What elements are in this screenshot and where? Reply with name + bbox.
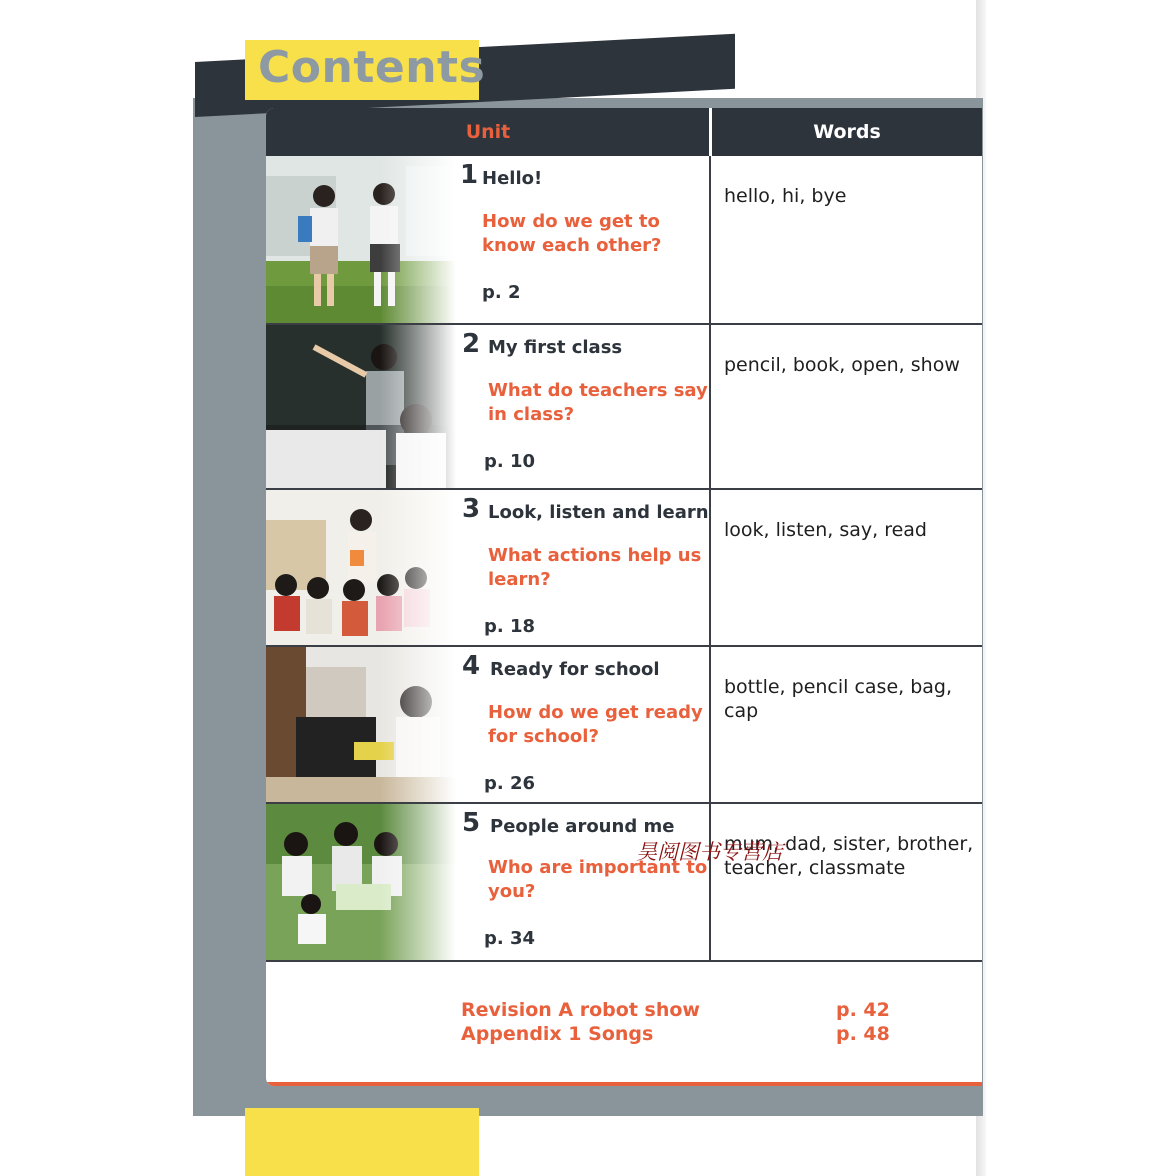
unit-row-4[interactable]	[266, 647, 982, 802]
unit-5-photo	[266, 804, 456, 960]
unit-page[interactable]: p. 10	[484, 451, 536, 472]
watermark: 昊阅图书专营店	[636, 840, 783, 864]
contents-table	[266, 108, 982, 1086]
unit-number: 2	[462, 329, 481, 359]
yellow-bottom-strip	[245, 1108, 479, 1176]
unit-words: bottle, pencil case, bag, cap	[724, 676, 953, 722]
appendix-page[interactable]: p. 48	[836, 1023, 890, 1045]
revision-link[interactable]: Revision A robot show	[461, 999, 700, 1021]
row-divider	[266, 960, 982, 962]
unit-row-1[interactable]	[266, 156, 982, 324]
unit-number: 4	[462, 651, 481, 681]
unit-1-photo	[266, 156, 456, 324]
unit-question: What actions help us learn?	[488, 545, 702, 590]
unit-words: look, listen, say, read	[724, 519, 927, 541]
unit-page[interactable]: p. 18	[484, 616, 536, 637]
unit-title: Look, listen and learn	[488, 502, 709, 523]
page-title: Contents	[258, 42, 486, 93]
unit-words: pencil, book, open, show	[724, 354, 960, 376]
unit-question: Who are important to you?	[488, 857, 708, 902]
header-unit: Unit	[465, 121, 511, 143]
unit-title: People around me	[490, 816, 675, 837]
unit-row-5[interactable]	[266, 804, 982, 960]
unit-page[interactable]: p. 26	[484, 773, 536, 794]
unit-2-photo	[266, 325, 456, 488]
unit-row-2[interactable]	[266, 325, 982, 488]
unit-page[interactable]: p. 2	[482, 282, 521, 303]
unit-words: hello, hi, bye	[724, 185, 847, 207]
unit-number: 5	[462, 808, 481, 838]
appendix-link[interactable]: Appendix 1 Songs	[461, 1023, 654, 1045]
unit-question: How do we get to know each other?	[482, 211, 662, 256]
unit-page[interactable]: p. 34	[484, 928, 536, 949]
unit-row-3[interactable]	[266, 490, 982, 645]
unit-question: What do teachers say in class?	[488, 380, 708, 425]
revision-page[interactable]: p. 42	[836, 999, 890, 1021]
bottom-accent-bar	[266, 1082, 982, 1086]
unit-4-photo	[266, 647, 456, 802]
header-words: Words	[813, 121, 881, 143]
unit-title: My first class	[488, 337, 623, 358]
unit-title: Hello!	[482, 168, 543, 189]
table-header	[266, 108, 982, 156]
unit-number: 1	[460, 160, 479, 190]
unit-title: Ready for school	[490, 659, 660, 680]
unit-words: mum, dad, sister, brother, teacher, classmate	[724, 833, 974, 879]
unit-question: How do we get ready for school?	[488, 702, 703, 747]
unit-number: 3	[462, 494, 481, 524]
unit-3-photo	[266, 490, 456, 645]
